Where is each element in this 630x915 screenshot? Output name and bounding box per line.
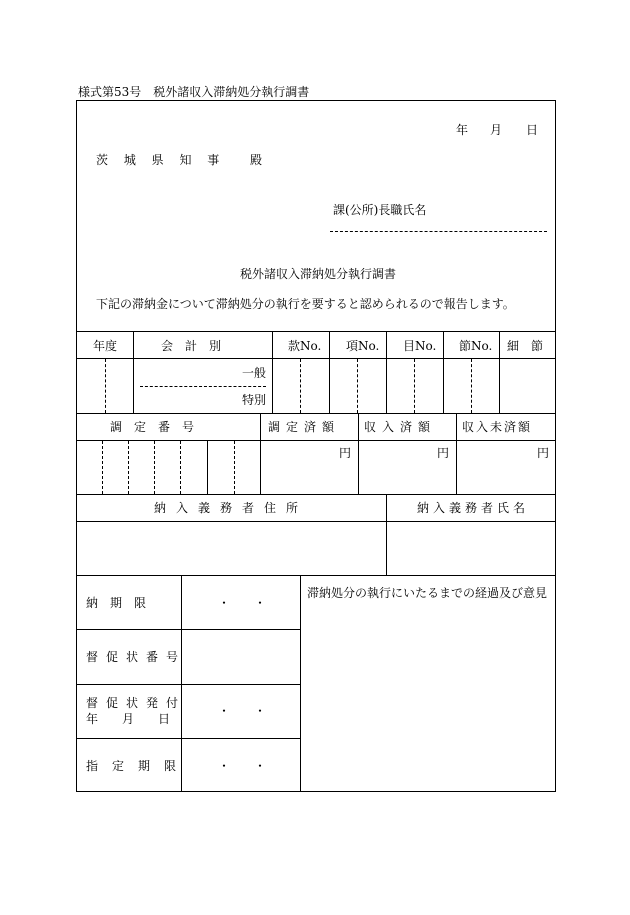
table2-bottom-border — [76, 494, 556, 495]
header-payer-address: 納入義務者住所 — [154, 501, 309, 515]
table2-number-divider — [207, 441, 208, 494]
table1-col-line — [329, 331, 330, 413]
due-date-value: ・ ・ — [218, 596, 267, 610]
header-kou-no: 項No. — [346, 339, 380, 353]
table3-col-line — [386, 494, 387, 575]
table1-top-border — [76, 331, 556, 332]
date-day: 日 — [526, 123, 539, 137]
document-title: 税外諸収入滞納処分執行調書 — [240, 267, 397, 281]
table1-col-line — [272, 331, 273, 413]
table4-remarks-divider — [300, 575, 301, 792]
designated-deadline-label: 指定期限 — [86, 759, 191, 773]
table4-row-line — [76, 738, 300, 739]
table2-digit-divider — [180, 441, 181, 494]
table2-col-line — [358, 413, 359, 494]
table3-header-border — [76, 521, 556, 522]
header-setsu-no: 節No. — [459, 339, 493, 353]
yen-received: 円 — [437, 446, 450, 460]
reminder-date-label: 督促状発付 — [86, 696, 187, 710]
reminder-date-value: ・ ・ — [218, 704, 267, 718]
due-date-label: 納 期 限 — [86, 596, 147, 610]
table2-header-border — [76, 440, 556, 441]
addressee-honorific: 殿 — [250, 153, 263, 167]
header-kan-no: 款No. — [288, 339, 322, 353]
date-year: 年 — [456, 123, 469, 137]
addressee-name: 茨 城 県 知 事 — [96, 153, 226, 167]
table2-col-line — [456, 413, 457, 494]
reminder-number-label: 督促状番号 — [86, 650, 187, 664]
header-moku-no: 目No. — [403, 339, 437, 353]
remarks-label: 滞納処分の執行にいたるまでの経過及び意見 — [307, 586, 548, 600]
table1-header-border — [76, 358, 556, 359]
table1-digit-divider — [105, 359, 106, 413]
yen-unreceived: 円 — [537, 446, 550, 460]
form-label: 様式第53号 税外諸収入滞納処分執行調書 — [78, 85, 310, 99]
account-divider — [140, 386, 266, 387]
date-month: 月 — [490, 123, 503, 137]
table4-row-line — [76, 629, 300, 630]
reporter-signature-line — [330, 231, 547, 232]
table2-digit-divider — [102, 441, 103, 494]
header-payer-name: 納入義務者氏名 — [417, 501, 530, 515]
table2-col-line — [260, 413, 261, 494]
header-assessment-number: 調 定 番 号 — [110, 420, 195, 434]
form-frame — [76, 100, 556, 792]
table1-digit-divider — [357, 359, 358, 413]
header-saimoku: 細 節 — [507, 339, 544, 353]
table1-digit-divider — [300, 359, 301, 413]
table4-row-line — [76, 684, 300, 685]
table1-col-line — [499, 331, 500, 413]
account-special: 特別 — [242, 393, 267, 407]
header-unreceived-amount: 収入未済額 — [462, 420, 533, 434]
table1-digit-divider — [471, 359, 472, 413]
yen-assessed: 円 — [339, 446, 352, 460]
designated-deadline-value: ・ ・ — [218, 759, 267, 773]
table1-col-line — [443, 331, 444, 413]
table2-digit-divider — [128, 441, 129, 494]
reminder-date-label-2: 年 月 日 — [86, 712, 177, 726]
header-account: 会 計 別 — [161, 339, 222, 353]
table1-digit-divider — [414, 359, 415, 413]
reporter-label: 課(公所)長職氏名 — [333, 203, 427, 217]
table1-col-line — [133, 331, 134, 413]
header-received-amount: 収入済額 — [364, 420, 437, 434]
table2-digit-divider — [234, 441, 235, 494]
table1-bottom-border — [76, 413, 556, 414]
table3-bottom-border — [76, 575, 556, 576]
account-general: 一般 — [242, 366, 267, 380]
header-assessed-amount: 調定済額 — [268, 420, 341, 434]
table2-digit-divider — [154, 441, 155, 494]
intro-text: 下記の滞納金について滞納処分の執行を要すると認められるので報告します。 — [96, 297, 515, 311]
header-fiscal-year: 年度 — [93, 339, 118, 353]
table1-col-line — [386, 331, 387, 413]
